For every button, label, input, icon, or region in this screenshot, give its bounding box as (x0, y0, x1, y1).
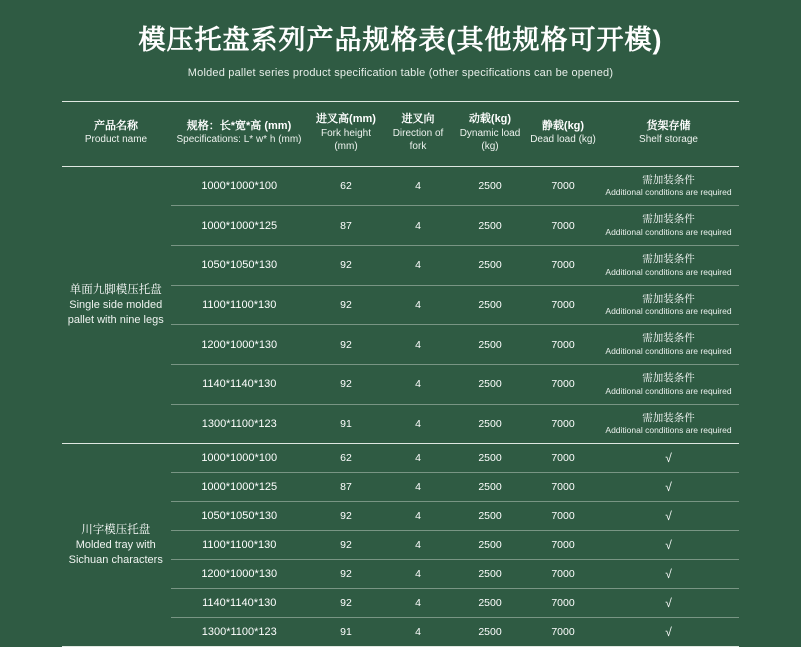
header-dead-load (528, 101, 598, 166)
cell-store: √ (598, 560, 739, 589)
cell-dir: 4 (384, 404, 452, 444)
page-subtitle: Molded pallet series product specification table (other specifications can be opened) (187, 66, 614, 79)
cell-store-en: Additional conditions are required (605, 226, 732, 237)
cell-spec: 1200*1000*130 (170, 325, 308, 365)
cell-dir: 4 (384, 166, 452, 206)
cell-store (598, 166, 739, 206)
cell-store (598, 325, 739, 365)
cell-store (598, 404, 739, 444)
cell-dead: 7000 (528, 618, 598, 647)
cell-dead: 7000 (528, 404, 598, 444)
header-direction-of-fork (384, 101, 452, 166)
cell-dynamic: 2500 (452, 618, 528, 647)
cell-spec: 1050*1050*130 (170, 245, 308, 285)
cell-store-en: Additional conditions are required (605, 385, 732, 396)
cell-dead: 7000 (528, 444, 598, 473)
cell-fork: 92 (308, 502, 384, 531)
cell-store-cn: 需加装条件 (642, 213, 695, 226)
cell-fork: 62 (308, 166, 384, 206)
cell-dead: 7000 (528, 166, 598, 206)
cell-dir: 4 (384, 618, 452, 647)
cell-dead: 7000 (528, 365, 598, 405)
table-row (62, 444, 739, 473)
cell-fork: 87 (308, 473, 384, 502)
header-product-name-cn: 产品名称 (94, 119, 138, 132)
cell-fork: 92 (308, 531, 384, 560)
cell-fork: 87 (308, 206, 384, 246)
cell-store-en: Additional conditions are required (605, 345, 732, 356)
header-direction-of-fork-en: Direction of fork (392, 127, 444, 153)
cell-store: √ (598, 531, 739, 560)
header-specifications-en: Specifications: L* w* h (mm) (176, 134, 302, 146)
header-dead-load-cn: 静载(kg) (541, 119, 585, 132)
cell-spec: 1100*1100*130 (170, 531, 308, 560)
cell-store: √ (598, 618, 739, 647)
cell-store-en: Additional conditions are required (605, 306, 732, 317)
cell-store (598, 206, 739, 246)
group-name-en: Molded tray with Sichuan characters (68, 539, 163, 567)
cell-dir: 4 (384, 444, 452, 473)
cell-dead: 7000 (528, 285, 598, 325)
cell-store (598, 285, 739, 325)
cell-dynamic: 2500 (452, 325, 528, 365)
cell-dynamic: 2500 (452, 404, 528, 444)
cell-dir: 4 (384, 502, 452, 531)
cell-dir: 4 (384, 325, 452, 365)
cell-dir: 4 (384, 560, 452, 589)
cell-dynamic: 2500 (452, 245, 528, 285)
cell-dynamic: 2500 (452, 365, 528, 405)
cell-spec: 1140*1140*130 (170, 589, 308, 618)
cell-dead: 7000 (528, 560, 598, 589)
cell-store-en: Additional conditions are required (605, 187, 732, 198)
header-specifications-cn: 规格：长*宽*高 (mm) (186, 119, 292, 132)
cell-dead: 7000 (528, 589, 598, 618)
cell-fork: 62 (308, 444, 384, 473)
page-title: 模压托盘系列产品规格表(其他规格可开模) (138, 25, 663, 55)
cell-fork: 92 (308, 589, 384, 618)
cell-dead: 7000 (528, 502, 598, 531)
cell-fork: 92 (308, 245, 384, 285)
table-header (62, 101, 739, 166)
cell-dynamic: 2500 (452, 206, 528, 246)
cell-store-cn: 需加装条件 (642, 173, 695, 186)
cell-dynamic: 2500 (452, 502, 528, 531)
header-shelf-storage-en: Shelf storage (639, 134, 698, 146)
cell-dir: 4 (384, 365, 452, 405)
cell-fork: 92 (308, 560, 384, 589)
cell-fork: 92 (308, 285, 384, 325)
cell-store-cn: 需加装条件 (642, 332, 695, 345)
header-fork-height-en: Fork height (mm) (320, 127, 372, 153)
cell-dynamic: 2500 (452, 166, 528, 206)
cell-store-en: Additional conditions are required (605, 425, 732, 436)
header-dead-load-en: Dead load (kg) (530, 134, 596, 146)
cell-dead: 7000 (528, 245, 598, 285)
cell-dynamic: 2500 (452, 444, 528, 473)
cell-spec: 1140*1140*130 (170, 365, 308, 405)
cell-dir: 4 (384, 285, 452, 325)
cell-store-cn: 需加装条件 (642, 292, 695, 305)
cell-spec: 1050*1050*130 (170, 502, 308, 531)
table-row (62, 166, 739, 206)
cell-dynamic: 2500 (452, 589, 528, 618)
cell-store-cn: 需加装条件 (642, 411, 695, 424)
cell-dir: 4 (384, 206, 452, 246)
cell-dead: 7000 (528, 206, 598, 246)
cell-fork: 91 (308, 618, 384, 647)
cell-store-cn: 需加装条件 (642, 372, 695, 385)
cell-spec: 1200*1000*130 (170, 560, 308, 589)
cell-dead: 7000 (528, 325, 598, 365)
cell-spec: 1000*1000*100 (170, 166, 308, 206)
cell-spec: 1300*1100*123 (170, 618, 308, 647)
header-product-name-en: Product name (84, 134, 148, 146)
cell-spec: 1000*1000*100 (170, 444, 308, 473)
cell-store: √ (598, 444, 739, 473)
header-direction-of-fork-cn: 进叉向 (401, 112, 435, 125)
group-name-cn: 川字模压托盘 (81, 523, 151, 536)
header-fork-height (308, 101, 384, 166)
cell-spec: 1000*1000*125 (170, 206, 308, 246)
cell-dir: 4 (384, 589, 452, 618)
group-name-sichuan (62, 444, 170, 647)
header-dynamic-load (452, 101, 528, 166)
cell-dead: 7000 (528, 531, 598, 560)
cell-fork: 91 (308, 404, 384, 444)
header-shelf-storage-cn: 货架存储 (646, 119, 691, 132)
cell-spec: 1000*1000*125 (170, 473, 308, 502)
title-block (62, 0, 739, 79)
cell-spec: 1300*1100*123 (170, 404, 308, 444)
cell-fork: 92 (308, 325, 384, 365)
cell-fork: 92 (308, 365, 384, 405)
cell-store (598, 245, 739, 285)
cell-store-cn: 需加装条件 (642, 252, 695, 265)
cell-dir: 4 (384, 245, 452, 285)
cell-dir: 4 (384, 473, 452, 502)
cell-store: √ (598, 589, 739, 618)
header-dynamic-load-cn: 动载(kg) (468, 112, 512, 125)
header-product-name (62, 101, 170, 166)
header-fork-height-cn: 进叉高(mm) (316, 112, 376, 125)
cell-dir: 4 (384, 531, 452, 560)
group-name-en: Single side molded pallet with nine legs (67, 298, 164, 327)
group-name-cn: 单面九脚模压托盘 (69, 283, 162, 296)
cell-dynamic: 2500 (452, 285, 528, 325)
header-shelf-storage (598, 101, 739, 166)
cell-store (598, 365, 739, 405)
header-dynamic-load-en: Dynamic load (kg) (459, 127, 521, 153)
cell-dynamic: 2500 (452, 473, 528, 502)
cell-store: √ (598, 502, 739, 531)
specification-table (62, 101, 739, 647)
cell-spec: 1100*1100*130 (170, 285, 308, 325)
header-specifications (170, 101, 308, 166)
cell-dynamic: 2500 (452, 531, 528, 560)
cell-dynamic: 2500 (452, 560, 528, 589)
cell-store: √ (598, 473, 739, 502)
table-body (62, 166, 739, 647)
cell-store-en: Additional conditions are required (605, 266, 732, 277)
cell-dead: 7000 (528, 473, 598, 502)
group-name-single-side (62, 166, 170, 444)
